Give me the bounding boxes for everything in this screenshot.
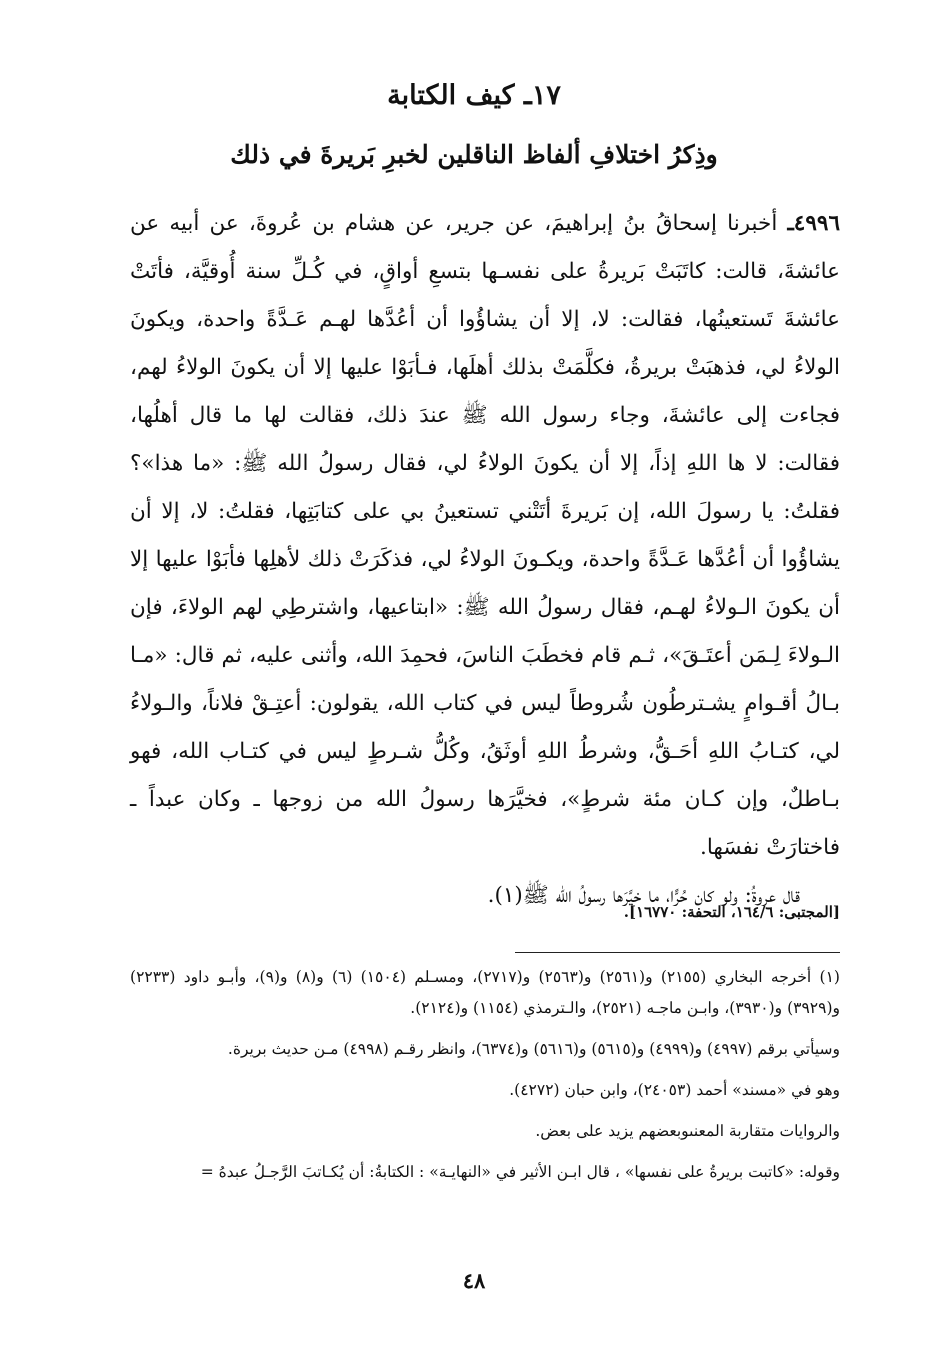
urwa-statement: قال عروةُ: ولو كان حُرًّا، ما خيَّرَها رسولُ الله ﷺ(١). (487, 883, 800, 908)
chapter-title: ١٧ـ كيف الكتابة (387, 80, 561, 111)
footnote-paragraph: (١) أخرجه البخاري (٢١٥٥) و(٢٥٦١) و(٢٥٦٣) و(٢٧١٧)، ومسـلم (١٥٠٤) (٦) و(٨) و(٩)، وأبـو داود (٢٢٣٣) و(٣٩٢٩) و(٣٩٣٠)، وابـن ماجـه (٢٥٢١)، والـترمذي (١١٥٤) و(٢١٢٤). (130, 968, 840, 1017)
hadith-text: أخبرنا إسحاقُ بنُ إبراهيمَ، عن جرير، عن هشام بن عُروةَ، عن أبيه عن عائشةَ، قالت: كاتَبَتْ بَريرةُ على نفسـها بتسعِ أواقٍ، في كُـلِّ سنة أُوقيَّة، فأتَتْ عائشةَ تَستعينُها، فقالت: لا، إلا أن يشاؤُوا أن أعُدَّها لهـم عَـدَّةً واحدة، ويكونَ الولاءُ لي، فذهبَتْ بريرةُ، فكلَّمَتْ بذلك أهلَها، فـأبَوْا عليها إلا أن يكونَ الولاءُ لهم، فجاءت إلى عائشةَ، وجاء رسول الله ﷺ عندَ ذلك، فقالت لها ما قال أهلُها، فقالت: لا ها اللهِ إذاً، إلا أن يكونَ الولاءُ لي، فقال رسولُ الله ﷺ: «ما هذا»؟ فقلتُ: يا رسولَ الله، إن بَريرةَ أتَتْني تستعينُ بي على كتابَتِها، فقلتُ: لا، إلا أن يشاؤُوا أن أعُدَّها عَـدَّةً واحدة، ويكـونَ الولاءُ لي، فذكَرَتْ ذلك لأهلِها فأبَوْا عليها إلا أن يكونَ الـولاءُ لهـم، فقال رسولُ الله ﷺ: «ابتاعيها، واشترطِي لهم الولاءَ، فإن الـولاءَ لِـمَن أعتَـقَ»، ثـم قام فخطَبَ الناسَ، فحمِدَ الله، وأثنى عليه، ثم قال: «مـا بـالُ أقـوامٍ يشـترطُون شُروطاً ليس في كتاب الله، يقولون: أعتِـقْ فلاناً، والـولاءُ لي، كتـابُ اللهِ أحَـقُّ، وشرطُ اللهِ أوثَقُ، وكُلُّ شـرطٍ ليس في كتـاب الله، فهو بـاطلٌ، وإن كـان مئة شرطٍ»، فخيَّرَها رسولُ الله من زوجها ـ وكان عبداً ـ فاختارَتْ نفسَها. (130, 211, 840, 860)
page-number: ٤٨ (462, 1268, 486, 1293)
footnote-paragraph: وسيأتي برقم (٤٩٩٧) و(٤٩٩٩) و(٥٦١٥) و(٥٦١٦) و(٦٣٧٤)، وانظر رقـم (٤٩٩٨) مـن حديث بريرة. (227, 1040, 840, 1058)
footnote-paragraph: وهو في «مسند» أحمد (٢٤٠٥٣)، وابن حبان (٤٢٧٢). (509, 1081, 840, 1099)
footnote-paragraph: وقوله: «كاتبت بريرةُ على نفسها» ، قال ابـن الأثير في «النهايـة» : الكتابةُ: أن يُكـاتبَ الرَّجـلُ عبدهُ = (200, 1163, 840, 1181)
chapter-subtitle: وذِكرُ اختلافِ ألفاظ الناقلين لخبرِ بَريرةَ في ذلك (230, 140, 718, 169)
citation-reference: [المجتبى: ١٦٤/٦، التحفة: ١٦٧٧٠]. (623, 903, 840, 921)
hadith-number: ٤٩٩٦ـ (787, 211, 840, 236)
hadith-body (130, 200, 840, 920)
footnote-paragraph: والروايات متقاربة المعنىوبعضهم يزيد على بعض. (535, 1122, 840, 1140)
hadith-paragraph (130, 200, 840, 872)
footnote-separator (515, 952, 840, 953)
footnotes (130, 962, 840, 1198)
